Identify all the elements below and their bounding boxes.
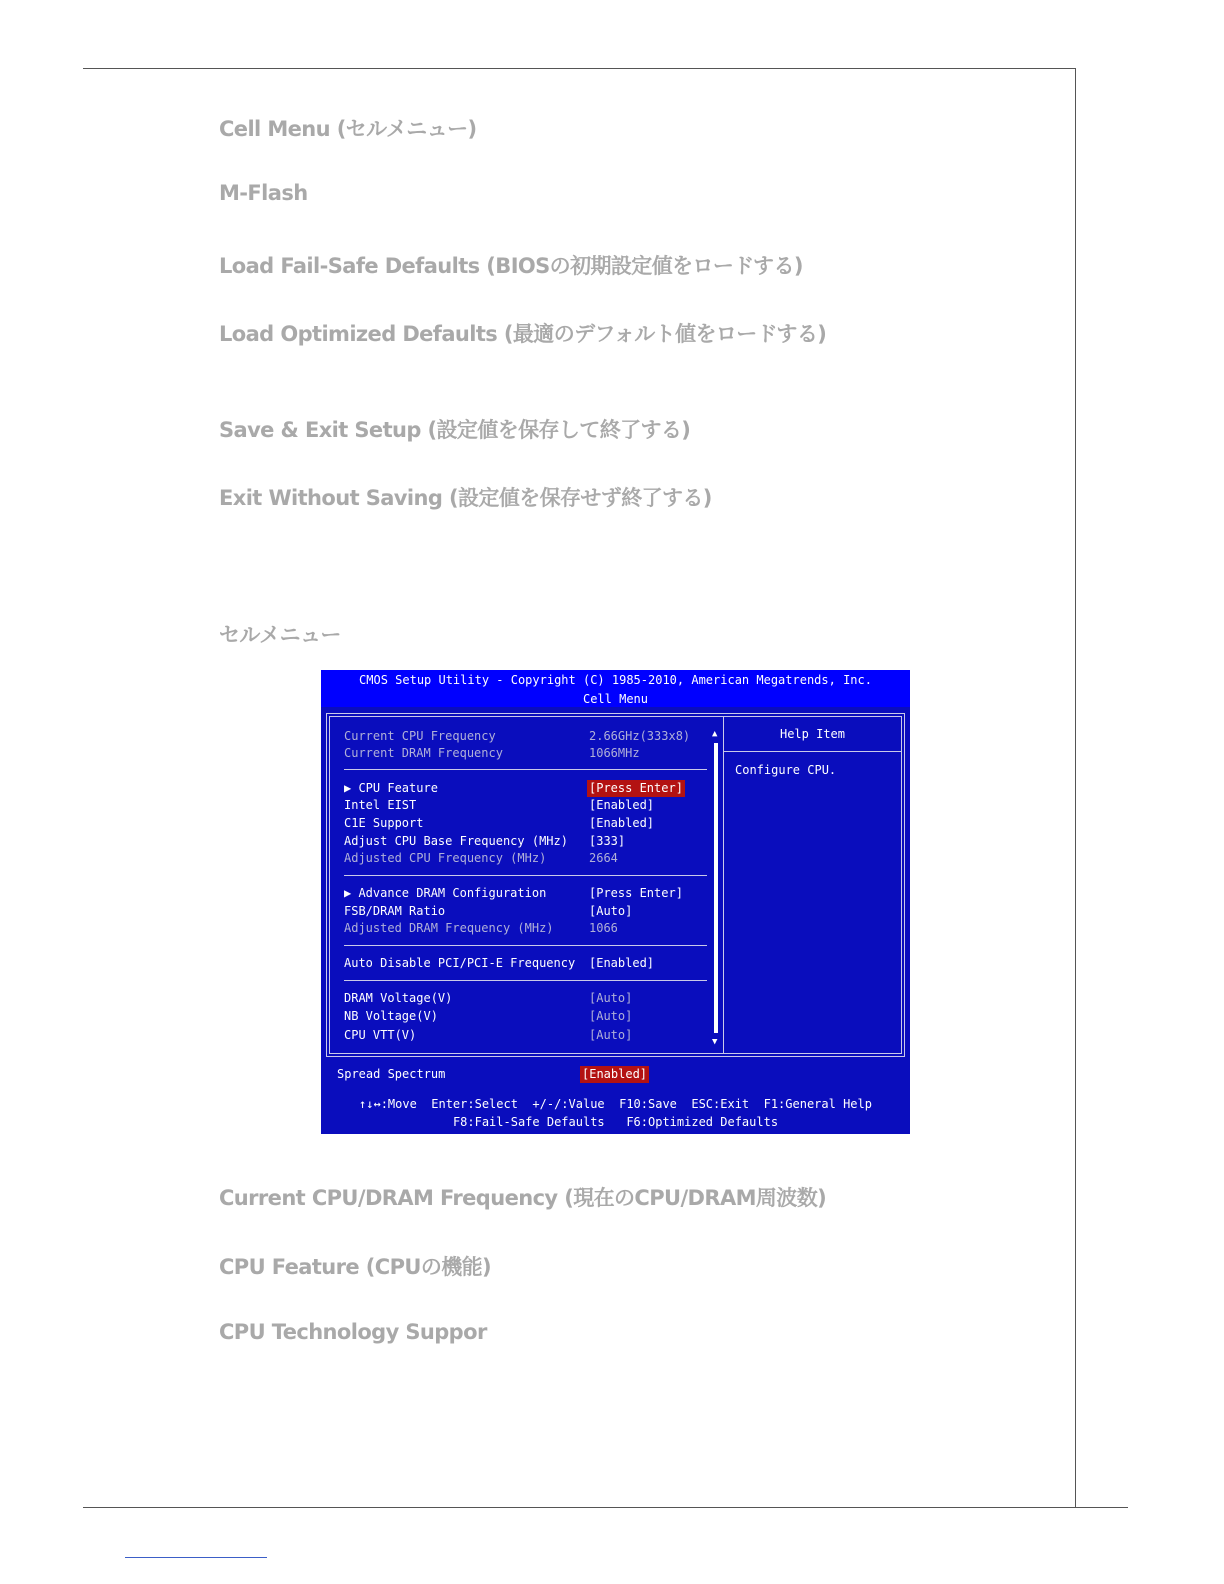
heading-cpu-technology: CPU Technology Suppor — [219, 1320, 487, 1344]
heading-exit-without-saving: Exit Without Saving (設定値を保存せず終了する) — [219, 486, 712, 510]
bios-separator — [344, 980, 707, 981]
heading-cell-menu: Cell Menu (セルメニュー) — [219, 117, 477, 141]
row-value[interactable]: [Auto] — [589, 991, 633, 1005]
bios-row-adjusted-dram-frequency — [344, 920, 714, 937]
help-item-text: Configure CPU. — [735, 763, 837, 777]
bottom-rule — [83, 1507, 1128, 1508]
row-label: NB Voltage(V) — [344, 1009, 438, 1023]
bios-row-spread-spectrum[interactable] — [337, 1066, 707, 1083]
bios-footer-line1: ↑↓↔:Move Enter:Select +/-/:Value F10:Save ESC:Exit F1:General Help — [359, 1097, 872, 1111]
row-label: Adjust CPU Base Frequency (MHz) — [344, 834, 568, 848]
bios-separator — [344, 875, 707, 876]
row-value-selected[interactable]: [Press Enter] — [589, 781, 683, 795]
heading-load-optimized: Load Optimized Defaults (最適のデフォルト値をロードする) — [219, 322, 827, 346]
bios-row-cpu-vtt[interactable] — [344, 1027, 714, 1044]
row-label: ▶ Advance DRAM Configuration — [344, 886, 547, 900]
row-label: Current CPU Frequency — [344, 729, 496, 743]
help-divider — [723, 717, 724, 1053]
bios-screenshot — [321, 670, 910, 1134]
bios-title: CMOS Setup Utility - Copyright (C) 1985-2010, American Megatrends, Inc. — [359, 673, 872, 687]
row-label: C1E Support — [344, 816, 424, 830]
bios-row-current-dram-frequency — [344, 745, 714, 762]
row-label: Current DRAM Frequency — [344, 746, 503, 760]
right-rule — [1075, 68, 1076, 1508]
bios-title-bar — [321, 670, 910, 707]
heading-current-frequency: Current CPU/DRAM Frequency (現在のCPU/DRAM周波数) — [219, 1186, 827, 1210]
row-value[interactable]: [Enabled] — [589, 816, 655, 830]
row-label: Spread Spectrum — [337, 1067, 446, 1081]
bios-row-dram-voltage[interactable] — [344, 990, 714, 1007]
bios-row-nb-voltage[interactable] — [344, 1008, 714, 1025]
heading-m-flash: M-Flash — [219, 181, 308, 205]
bios-panel — [329, 716, 902, 1054]
bios-footer-line2: F8:Fail-Safe Defaults F6:Optimized Defaults — [452, 1115, 779, 1129]
section-title: セルメニュー — [219, 623, 341, 647]
row-label: FSB/DRAM Ratio — [344, 904, 446, 918]
top-rule — [83, 68, 1076, 69]
bios-key-help — [321, 1095, 910, 1131]
row-value[interactable]: [Enabled] — [589, 956, 655, 970]
bios-row-advance-dram-configuration[interactable] — [344, 885, 714, 902]
bios-separator — [344, 945, 707, 946]
row-label: Adjusted CPU Frequency (MHz) — [344, 851, 547, 865]
row-value[interactable]: [Auto] — [589, 1009, 633, 1023]
row-label: ▶ CPU Feature — [344, 781, 438, 795]
scrollbar[interactable] — [714, 743, 718, 1033]
row-value[interactable]: [Auto] — [589, 1028, 633, 1042]
heading-cpu-feature: CPU Feature (CPUの機能) — [219, 1255, 492, 1279]
bios-row-intel-eist[interactable] — [344, 797, 714, 814]
footer-link-underline — [125, 1557, 267, 1558]
row-value: 1066 — [589, 921, 618, 935]
bios-row-adjust-cpu-base-frequency[interactable] — [344, 833, 714, 850]
bios-subtitle: Cell Menu — [582, 692, 649, 706]
row-label: CPU VTT(V) — [344, 1028, 417, 1042]
bios-separator — [344, 769, 707, 770]
row-value[interactable]: [Auto] — [589, 904, 633, 918]
row-value[interactable]: [Enabled] — [589, 798, 655, 812]
bios-row-c1e-support[interactable] — [344, 815, 714, 832]
bios-row-fsb-dram-ratio[interactable] — [344, 903, 714, 920]
row-value[interactable]: [Press Enter] — [589, 886, 683, 900]
bios-row-auto-disable-pci[interactable] — [344, 955, 714, 972]
row-label: Intel EIST — [344, 798, 417, 812]
row-value: 2664 — [589, 851, 618, 865]
scroll-up-arrow-icon[interactable]: ▲ — [712, 729, 718, 739]
bios-row-adjusted-cpu-frequency — [344, 850, 714, 867]
bios-row-cpu-feature[interactable] — [344, 780, 714, 797]
bios-row-current-cpu-frequency — [344, 728, 714, 745]
heading-save-exit: Save & Exit Setup (設定値を保存して終了する) — [219, 418, 691, 442]
heading-load-failsafe: Load Fail-Safe Defaults (BIOSの初期設定値をロードする) — [219, 254, 803, 278]
row-label: DRAM Voltage(V) — [344, 991, 453, 1005]
row-value[interactable]: [333] — [589, 834, 626, 848]
scroll-down-arrow-icon[interactable]: ▼ — [712, 1037, 718, 1047]
row-label: Adjusted DRAM Frequency (MHz) — [344, 921, 554, 935]
row-value-selected[interactable]: [Enabled] — [582, 1067, 648, 1081]
row-value: 2.66GHz(333x8) — [589, 729, 691, 743]
row-value: 1066MHz — [589, 746, 640, 760]
bios-frame — [326, 713, 905, 1057]
help-item-title: Help Item — [724, 717, 901, 752]
row-label: Auto Disable PCI/PCI-E Frequency — [344, 956, 576, 970]
